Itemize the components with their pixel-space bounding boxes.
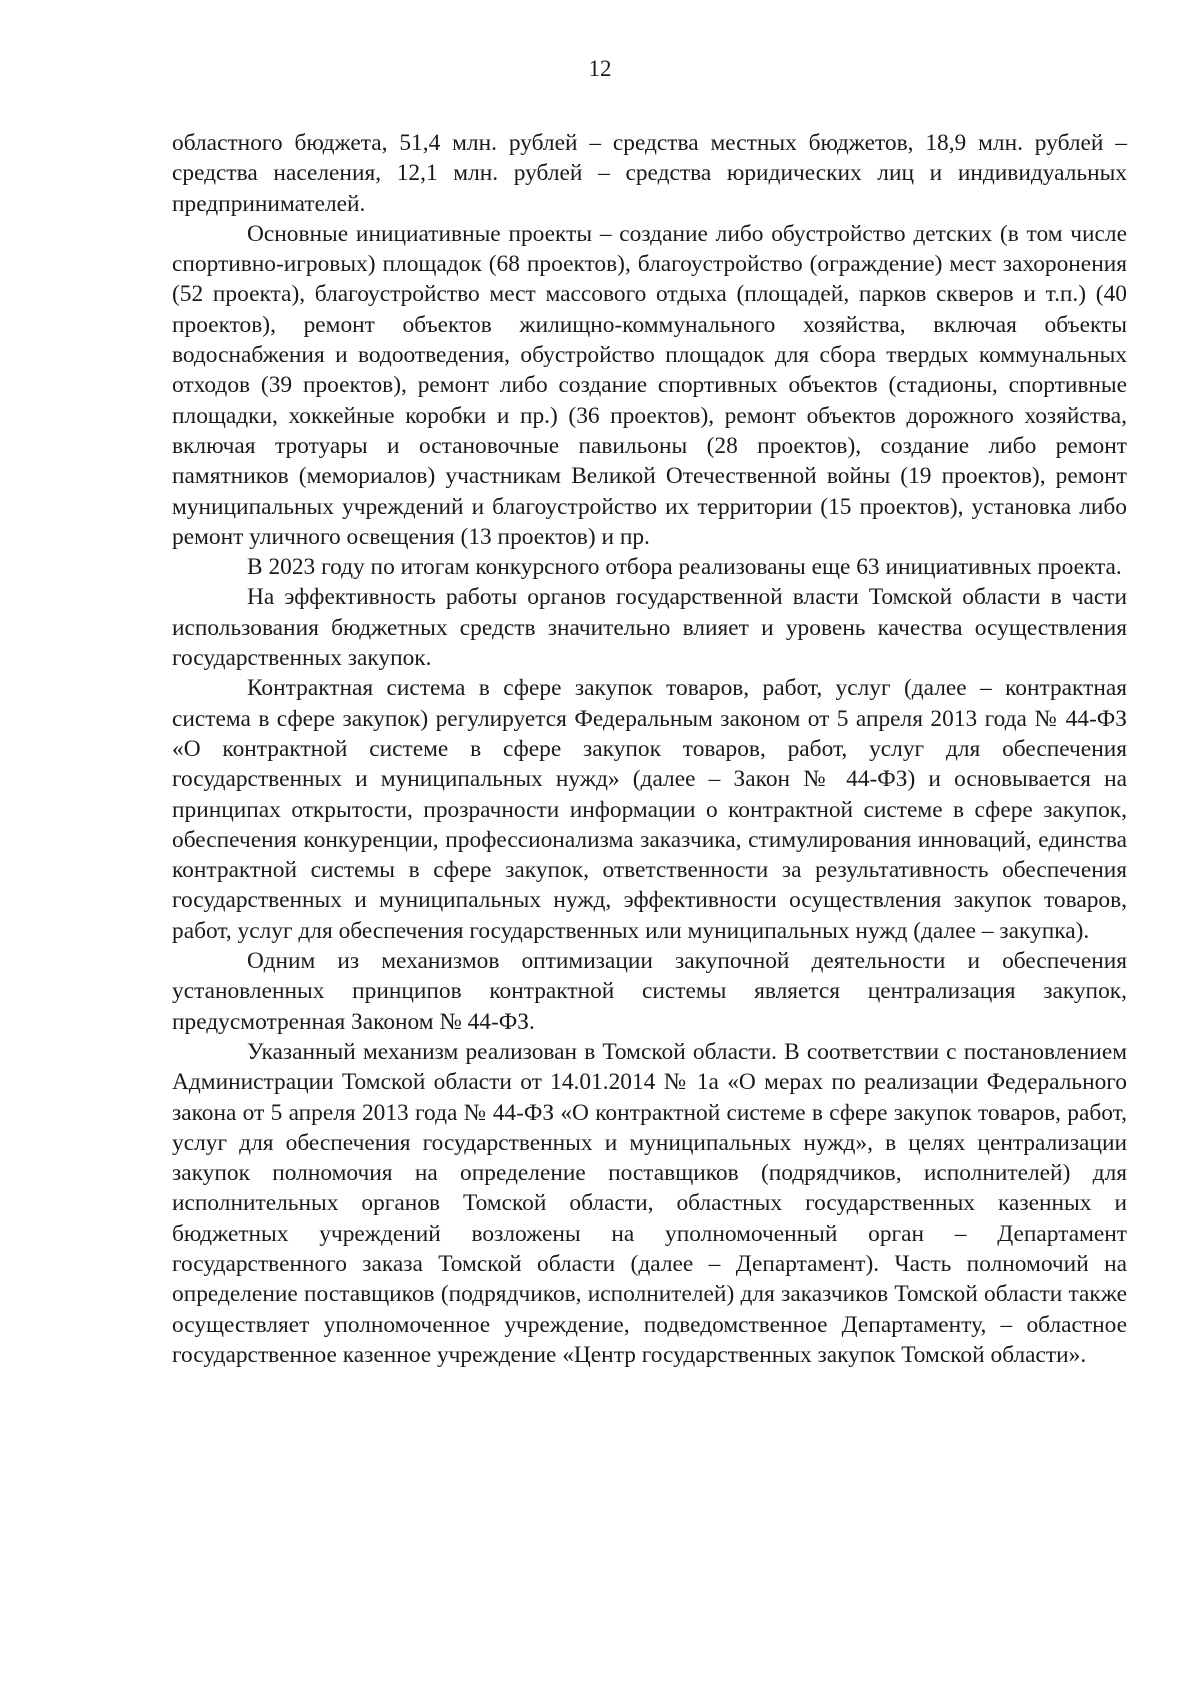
paragraph-procurement-quality: На эффективность работы органов государственной власти Томской области в части использования бюджетных средств значительно влияет и уровень качества осуществления государственных закупок. — [172, 584, 1127, 672]
paragraph-2023-results: В 2023 году по итогам конкурсного отбора реализованы еще 63 инициативных проекта. — [247, 554, 1122, 581]
paragraph-initiative-projects: Основные инициативные проекты – создание либо обустройство детских (в том числе спортивно-игровых) площадок (68 проектов), благоустройство (ограждение) мест захоронения (52 проекта), благоустройство мест массового отдыха (площадей, парков скверов и т.п.) (40 проектов), ремонт объектов жилищно-коммунального хозяйства, включая объекты водоснабжения и водоотведения, обустройство площадок для сбора твердых коммунальных отходов (39 проектов), ремонт либо создание спортивных объектов (стадионы, спортивные площадки, хоккейные коробки и пр.) (36 проектов), ремонт объектов дорожного хозяйства, включая тротуары и остановочные павильоны (28 проектов), создание либо ремонт памятников (мемориалов) участникам Великой Отечественной войны (19 проектов), ремонт муниципальных учреждений и благоустройство их территории (15 проектов), установка либо ремонт уличного освещения (13 проектов) и пр. — [172, 220, 1127, 550]
paragraph-centralization: Одним из механизмов оптимизации закупочной деятельности и обеспечения установленных принципов контрактной системы является централизация закупок, предусмотренная Законом № 44-ФЗ. — [172, 948, 1127, 1035]
page-number: 12 — [588, 56, 612, 81]
paragraph-contract-system: Контрактная система в сфере закупок товаров, работ, услуг (далее – контрактная система в сфере закупок) регулируется Федеральным законом от 5 апреля 2013 года № 44-ФЗ «О контрактной системе в сфере закупок товаров, работ, услуг для обеспечения государственных и муниципальных нужд» (далее – Закон № 44-ФЗ) и основывается на принципах открытости, прозрачности информации о контрактной системе в сфере закупок, обеспечения конкуренции, профессионализма заказчика, стимулирования инноваций, единства контрактной системы в сфере закупок, ответственности за результативность обеспечения государственных и муниципальных нужд, эффективности осуществления закупок товаров, работ, услуг для обеспечения государственных или муниципальных нужд (далее – закупка). — [172, 675, 1127, 944]
document-body — [172, 128, 1127, 1370]
paragraph-tomsk-mechanism: Указанный механизм реализован в Томской области. В соответствии с постановлением Администрации Томской области от 14.01.2014 № 1а «О мерах по реализации Федерального закона от 5 апреля 2013 года № 44-ФЗ «О контрактной системе в сфере закупок товаров, работ, услуг для обеспечения государственных и муниципальных нужд», в целях централизации закупок полномочия на определение поставщиков (подрядчиков, исполнителей) для исполнительных органов Томской области, областных государственных казенных и бюджетных учреждений возложены на уполномоченный орган – Департамент государственного заказа Томской области (далее – Департамент). Часть полномочий на определение поставщиков (подрядчиков, исполнителей) для заказчиков Томской области также осуществляет уполномоченное учреждение, подведомственное Департаменту, – областное государственное казенное учреждение «Центр государственных закупок Томской области». — [172, 1038, 1127, 1368]
paragraph-budget-sources: областного бюджета, 51,4 млн. рублей – средства местных бюджетов, 18,9 млн. рублей – средства населения, 12,1 млн. рублей – средства юридических лиц и индивидуальных предпринимателей. — [172, 130, 1127, 217]
